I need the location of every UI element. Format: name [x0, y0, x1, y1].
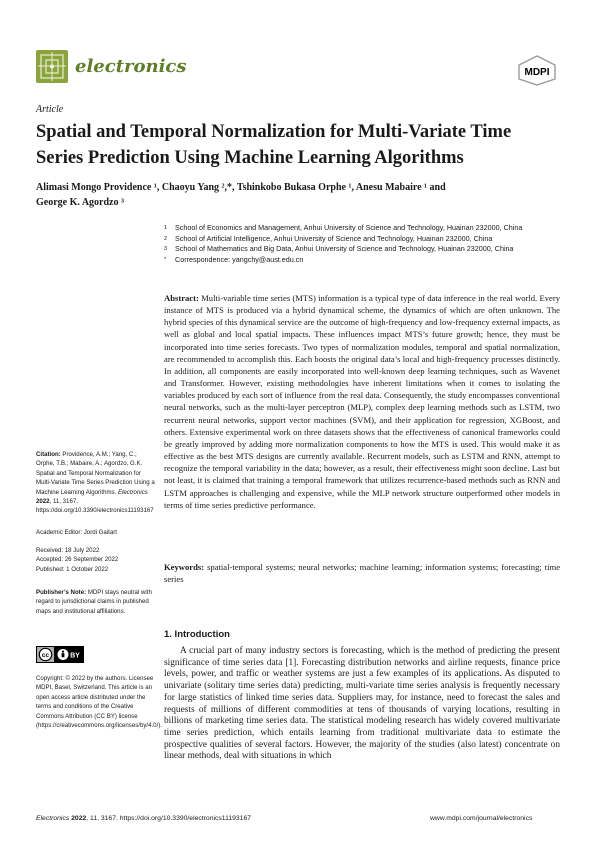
citation-rest[interactable]: , 11, 3167. https://doi.org/10.3390/electronics11193167	[36, 498, 154, 515]
academic-editor: Academic Editor: Jordi Gaitart	[36, 529, 117, 536]
publisher-note-label: Publisher’s Note:	[36, 589, 87, 596]
affiliation-number: 3	[164, 246, 168, 253]
author-list	[36, 180, 560, 210]
footer-journal: Electronics	[36, 815, 70, 822]
affiliation-item	[164, 223, 564, 234]
citation-year: 2022	[36, 498, 50, 506]
citation-text: Providence, A.M.; Yang, C.; Orphe, T.B.; Mabaire, A.; Agordzo, G.K. Spatial and Temporal Normalization for Multi-Variate Time Series Prediction Using a Machine Learning Algorithms.	[36, 451, 155, 496]
cc-by-badge[interactable]	[36, 646, 84, 663]
abstract-label: Abstract:	[164, 293, 199, 303]
svg-text:BY: BY	[70, 652, 80, 660]
affiliations	[164, 223, 564, 266]
citation-journal: Electronics	[117, 488, 148, 496]
affiliation-item	[164, 255, 564, 266]
affiliation-number: 2	[164, 235, 168, 242]
citation-block	[36, 450, 156, 516]
affiliation-item	[164, 244, 564, 255]
publisher-logo-text: MDPI	[524, 67, 550, 78]
author-line: Alimasi Mongo Providence ¹, Chaoyu Yang ²,*, Tshinkobo Bukasa Orphe ¹, Anesu Mabaire ¹ and	[36, 182, 446, 193]
keywords	[164, 561, 560, 585]
introduction-paragraph: A crucial part of many industry sectors is forecasting, which is the method of predicting the present significance of time series data [1]. Forecasting distribution networks and airline requests, finance price levels, power, and traffic or weather systems are just a few examples of its applications. As disputed to univariate (solitary time series data) predicting, multi-variate time series analysis is frequently necessary for large statistics of linked time series data. Suppliers may, for instance, need to forecast the sales and requests of millions of different commodities at tens of thousands of varying locations, resulting in billions of marketing time series data. The statistical modeling research has widely covered multivariate time series prediction, which entails learning from traditional multivariate data to estimate the prospective qualities of several factors. However, the majority of the studies (also latest) concentrate on linear methods, deal with situations in which	[164, 646, 560, 762]
copyright-text: Copyright: © 2022 by the authors. Licensee MDPI, Basel, Switzerland. This article is an open access article distributed under the terms and conditions of the Creative Commons Attribution (CC BY) license (https://creativecommons.org/licenses/by/4.0/).	[36, 675, 162, 730]
keywords-label: Keywords:	[164, 562, 205, 572]
footer-doi[interactable]: , 11, 3167. https://doi.org/10.3390/electronics11193167	[86, 815, 252, 822]
journal-name: electronics	[75, 56, 187, 77]
affiliation-text: School of Economics and Management, Anhui University of Science and Technology, Huainan 232000, China	[175, 223, 523, 232]
abstract-text: Multi-variable time series (MTS) information is a typical type of data inference in the real world. Every instance of MTS is produced via a hybrid dynamical scheme, the dynamics of which are often unknown. The hybrid species of this dynamical service are the outcome of high-frequency and low-frequency external impacts, as well as global and local spatial impacts. These influences impact MTS’s future growth; hence, they must be incorporated into time series forecasts. Two types of normalization modules, temporal and spatial normalization, are recommended to accomplish this. Each boosts the original data’s local and high-frequency processes distinctly. In addition, all components are easily incorporated into well-known deep learning techniques, such as Wavenet and Transformer. However, existing methodologies have inherent limitations when it comes to isolating the variables produced by each sort of influence from the real data. Consequently, the study encompasses conventional neural networks, such as the multi-layer perceptron (MLP), complex deep learning methods such as LSTM, two recurrent neural networks, support vector machines (SVM), and their application for regression, XGBoost, and others. Extensive experimental work on three datasets shows that the effectiveness of canonical frameworks could be greatly improved by adding more normalization components to how the MTS is used. This would make it as effective as the best MTS designs are currently available. Recurrent models, such as LSTM and RNN, attempt to recognize the temporal variability in the data; however, as a result, their effectiveness might soon decline. Last but not least, it is claimed that training a temporal framework that utilizes recurrence-based methods such as RNN and LSTM approaches is challenging and expensive, while the MLP network structure outperformed other models in terms of time series predictive performance.	[164, 293, 560, 510]
author-line: George K. Agordzo ³	[36, 197, 124, 208]
published-date: Published: 1 October 2022	[36, 565, 109, 573]
abstract	[164, 292, 560, 511]
keywords-text: spatial-temporal systems; neural networks; machine learning; information systems; forecasting; time series	[164, 562, 561, 584]
footer-citation	[36, 815, 251, 822]
publisher-note	[36, 588, 156, 616]
publisher-logo	[515, 54, 559, 86]
section-heading: 1. Introduction	[164, 629, 230, 640]
copyright-notice	[36, 674, 162, 730]
accepted-date: Accepted: 26 September 2022	[36, 556, 119, 564]
affiliation-item	[164, 234, 564, 245]
svg-text:cc: cc	[41, 652, 50, 659]
affiliation-text: School of Mathematics and Big Data, Anhui University of Science and Technology, Huainan 232000, China	[175, 244, 514, 254]
received-date: Received: 18 July 2022	[36, 547, 100, 554]
affiliation-text: School of Artificial Intelligence, Anhui University of Science and Technology, Huainan 232000, China	[175, 233, 493, 243]
correspondence-text: Correspondence: yangchy@aust.edu.cn	[175, 255, 304, 265]
footer-year: 2022	[71, 815, 87, 822]
footer-website[interactable]: www.mdpi.com/journal/electronics	[430, 815, 533, 822]
article-type: Article	[36, 104, 64, 115]
citation-label: Citation:	[36, 451, 61, 458]
article-title: Spatial and Temporal Normalization for Multi-Variate Time Series Prediction Using Machine Learning Algorithms	[36, 122, 512, 168]
affiliation-number: *	[164, 257, 167, 264]
affiliation-number: 1	[164, 225, 168, 231]
journal-logo-icon	[36, 50, 68, 83]
publisher-note-text: MDPI stays neutral with regard to jurisdictional claims in published maps and institutional affiliations.	[36, 589, 152, 615]
dates-block	[36, 546, 156, 574]
